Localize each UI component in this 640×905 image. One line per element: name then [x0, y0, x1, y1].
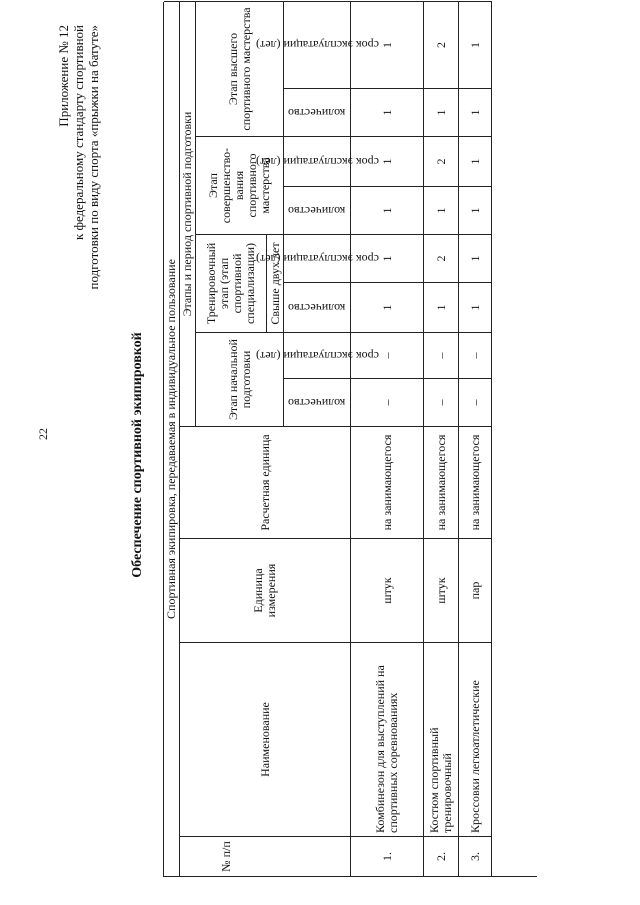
- annex-line-1: Приложение № 12: [56, 25, 71, 127]
- row-2-value: 2: [424, 136, 459, 186]
- row-1-value: 1: [351, 234, 424, 282]
- page-number: 22: [36, 428, 50, 440]
- row-1-num: 1.: [351, 836, 424, 876]
- row-2-unit: штук: [424, 538, 459, 642]
- stage-training-header: Тренировочный этап (этап спортивной специализации): [196, 234, 267, 332]
- col-unit-header: Единица измерения: [180, 538, 351, 642]
- row-1-value: 1: [351, 282, 424, 332]
- sub-life-training: срок эксплуатации (лет): [284, 234, 351, 282]
- row-3-value: 1: [459, 186, 492, 234]
- sub-life-higher: срок эксплуатации (лет): [284, 1, 351, 88]
- annex-heading: [56, 25, 101, 425]
- sub-qty-improvement: количество: [284, 186, 351, 234]
- sub-qty-initial: количество: [284, 378, 351, 426]
- row-3-unit: пар: [459, 538, 492, 642]
- row-1-value: 1: [351, 186, 424, 234]
- row-1-unit: штук: [351, 538, 424, 642]
- row-1-value: 1: [351, 136, 424, 186]
- row-2-value: 1: [424, 88, 459, 136]
- row-2-value: 1: [424, 282, 459, 332]
- row-3-value: 1: [459, 1, 492, 88]
- row-3-calc: на занимающегося: [459, 426, 492, 538]
- sub-qty-training: количество: [284, 282, 351, 332]
- row-1-value: 1: [351, 88, 424, 136]
- row-3-value: 1: [459, 136, 492, 186]
- stage-initial-header: Этап начальной подготовки: [196, 332, 284, 426]
- annex-line-3: подготовки по виду спорта «прыжки на батуте»: [86, 25, 101, 290]
- row-3-name: Кроссовки легкоатлетические: [459, 642, 492, 836]
- row-2-num: 2.: [424, 836, 459, 876]
- row-2-value: –: [424, 332, 459, 378]
- row-3-value: 1: [459, 234, 492, 282]
- col-num-header: № п/п: [180, 836, 351, 876]
- training-period-header: Свыше двух лет: [267, 234, 284, 332]
- row-2-value: –: [424, 378, 459, 426]
- row-1-value: –: [351, 378, 424, 426]
- col-name-header: Наименование: [180, 642, 351, 836]
- document-title: Обеспечение спортивной экипировкой: [130, 332, 145, 578]
- row-2-name: Костюм спортивный тренировочный: [424, 642, 459, 836]
- row-1-name: Комбинезон для выступлений на спортивных соревнованиях: [351, 642, 424, 836]
- row-2-value: 2: [424, 1, 459, 88]
- sub-qty-higher: количество: [284, 88, 351, 136]
- annex-line-2: к федеральному стандарту спортивной: [71, 25, 86, 241]
- stage-higher-header: Этап высшего спортивного мастерства: [196, 1, 284, 136]
- equipment-table: [163, 2, 537, 877]
- row-3-value: –: [459, 332, 492, 378]
- sub-life-initial: срок эксплуатации (лет): [284, 332, 351, 378]
- row-1-value: –: [351, 332, 424, 378]
- row-3-num: 3.: [459, 836, 492, 876]
- stage-improvement-header: Этап совершенство-вания спортивного мастерства: [196, 136, 284, 234]
- row-3-value: 1: [459, 88, 492, 136]
- row-2-value: 2: [424, 234, 459, 282]
- col-calc-header: Расчетная единица: [180, 426, 351, 538]
- row-2-calc: на занимающегося: [424, 426, 459, 538]
- group-header: Спортивная экипировка, передаваемая в индивидуальное пользование: [164, 1, 180, 876]
- row-2-value: 1: [424, 186, 459, 234]
- sub-life-improvement: срок эксплуатации (лет): [284, 136, 351, 186]
- row-3-value: 1: [459, 282, 492, 332]
- stages-header: Этапы и период спортивной подготовки: [180, 1, 196, 426]
- row-3-value: –: [459, 378, 492, 426]
- row-1-calc: на занимающегося: [351, 426, 424, 538]
- row-1-value: 1: [351, 1, 424, 88]
